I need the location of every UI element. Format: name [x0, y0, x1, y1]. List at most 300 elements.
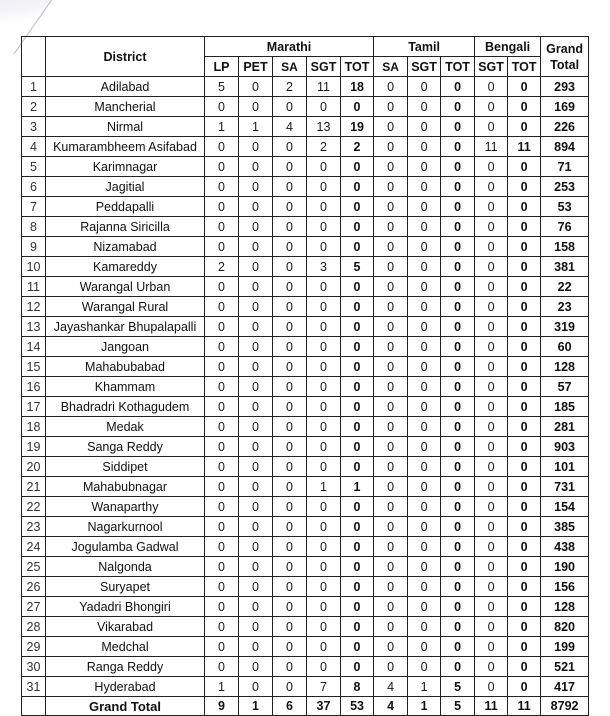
marathi-sa-cell: 0 [273, 577, 307, 597]
tamil-tot-cell: 0 [441, 397, 475, 417]
bengali-sgt-cell: 0 [475, 637, 508, 657]
tamil-tot-cell: 0 [441, 357, 475, 377]
marathi-tot-cell: 0 [341, 97, 374, 117]
grand-total-header-line2: Total [550, 57, 580, 72]
marathi-sgt-cell: 0 [307, 337, 341, 357]
row-serial: 26 [22, 577, 46, 597]
marathi-lp-cell: 0 [205, 577, 239, 597]
district-name: Mancherial [46, 97, 205, 117]
grand-total-cell: 185 [541, 397, 589, 417]
marathi-lp-cell: 0 [205, 537, 239, 557]
tamil-sgt-cell: 0 [408, 257, 441, 277]
bengali-sgt-cell: 0 [475, 557, 508, 577]
marathi-lp-cell: 0 [205, 657, 239, 677]
marathi-sa-cell: 0 [273, 237, 307, 257]
marathi-lp-cell: 0 [205, 277, 239, 297]
marathi-tot-cell: 19 [341, 117, 374, 137]
table-row [22, 517, 589, 537]
tamil-sgt-cell: 0 [408, 337, 441, 357]
district-name: Mahabubnagar [46, 477, 205, 497]
district-name: Siddipet [46, 457, 205, 477]
grand-total-cell: 23 [541, 297, 589, 317]
tamil-sgt-cell: 0 [408, 157, 441, 177]
grand-total-header [541, 37, 589, 77]
bengali-tot-cell: 0 [508, 97, 541, 117]
grand-total-cell: 731 [541, 477, 589, 497]
tamil-sgt-cell: 1 [408, 677, 441, 697]
marathi-sgt-cell: 0 [307, 597, 341, 617]
marathi-lp-cell: 0 [205, 357, 239, 377]
marathi-lp-cell: 0 [205, 377, 239, 397]
tamil-tot-cell: 0 [441, 157, 475, 177]
marathi-sgt-cell: 0 [307, 537, 341, 557]
marathi-tot-header: TOT [341, 57, 374, 77]
grand-total-cell: 156 [541, 577, 589, 597]
tamil-sa-cell: 0 [374, 277, 408, 297]
tamil-sa-cell: 0 [374, 617, 408, 637]
bengali-tot-cell: 0 [508, 537, 541, 557]
marathi-sa-cell: 0 [273, 337, 307, 357]
bengali-sgt-cell: 0 [475, 477, 508, 497]
tamil-tot-cell: 0 [441, 637, 475, 657]
marathi-pet-cell: 0 [239, 437, 273, 457]
table-row [22, 217, 589, 237]
district-name: Adilabad [46, 77, 205, 97]
row-serial: 20 [22, 457, 46, 477]
marathi-sgt-cell: 0 [307, 377, 341, 397]
bengali-sgt-cell: 0 [475, 257, 508, 277]
tamil-tot-cell: 0 [441, 617, 475, 637]
table-row [22, 477, 589, 497]
marathi-pet-cell: 0 [239, 197, 273, 217]
grand-total-cell: 158 [541, 237, 589, 257]
grand-total-cell: 903 [541, 437, 589, 457]
tamil-sa-cell: 0 [374, 637, 408, 657]
tamil-sgt-cell: 0 [408, 217, 441, 237]
table-row [22, 577, 589, 597]
tamil-tot-cell: 0 [441, 317, 475, 337]
bengali-tot-cell: 0 [508, 657, 541, 677]
marathi-sgt-cell: 0 [307, 197, 341, 217]
row-serial: 28 [22, 617, 46, 637]
tamil-sgt-cell: 0 [408, 657, 441, 677]
marathi-sa-cell: 0 [273, 137, 307, 157]
marathi-sgt-cell: 0 [307, 357, 341, 377]
marathi-tot-cell: 1 [341, 477, 374, 497]
marathi-lp-header: LP [205, 57, 239, 77]
marathi-pet-cell: 0 [239, 97, 273, 117]
bengali-sgt-cell: 0 [475, 457, 508, 477]
table-row [22, 357, 589, 377]
tamil-tot-cell: 0 [441, 537, 475, 557]
marathi-pet-cell: 0 [239, 357, 273, 377]
marathi-lp-cell: 0 [205, 617, 239, 637]
tamil-sgt-cell: 0 [408, 577, 441, 597]
row-serial: 29 [22, 637, 46, 657]
row-serial: 15 [22, 357, 46, 377]
tamil-sgt-cell: 0 [408, 637, 441, 657]
bengali-tot-cell: 0 [508, 157, 541, 177]
bengali-sgt-header: SGT [475, 57, 508, 77]
grand-total-cell: 253 [541, 177, 589, 197]
tamil-sa-cell: 0 [374, 137, 408, 157]
district-header: District [46, 37, 205, 77]
marathi-tot-cell: 0 [341, 557, 374, 577]
bengali-sgt-cell: 0 [475, 437, 508, 457]
row-serial: 13 [22, 317, 46, 337]
bengali-sgt-cell: 0 [475, 677, 508, 697]
tamil-sa-cell: 0 [374, 397, 408, 417]
marathi-sgt-cell: 0 [307, 557, 341, 577]
marathi-sa-cell: 0 [273, 177, 307, 197]
marathi-sgt-cell: 0 [307, 237, 341, 257]
marathi-sa-cell: 0 [273, 317, 307, 337]
tamil-sgt-cell: 0 [408, 377, 441, 397]
grand-total-cell: 128 [541, 357, 589, 377]
tamil-sa-header: SA [374, 57, 408, 77]
row-serial: 2 [22, 97, 46, 117]
tamil-sgt-cell: 0 [408, 477, 441, 497]
marathi-lp-cell: 0 [205, 477, 239, 497]
table-row [22, 437, 589, 457]
marathi-sa-cell: 0 [273, 437, 307, 457]
tamil-sa-cell: 0 [374, 657, 408, 677]
tamil-sa-cell: 0 [374, 337, 408, 357]
row-serial: 25 [22, 557, 46, 577]
row-serial: 7 [22, 197, 46, 217]
marathi-tot-cell: 0 [341, 157, 374, 177]
table-row [22, 677, 589, 697]
marathi-sgt-cell: 2 [307, 137, 341, 157]
marathi-pet-cell: 0 [239, 217, 273, 237]
district-name: Medchal [46, 637, 205, 657]
tamil-sgt-cell: 0 [408, 137, 441, 157]
tamil-sa-cell: 0 [374, 217, 408, 237]
marathi-sgt-header: SGT [307, 57, 341, 77]
tamil-sa-cell: 0 [374, 177, 408, 197]
row-serial: 4 [22, 137, 46, 157]
tamil-sa-cell: 0 [374, 377, 408, 397]
marathi-lp-cell: 0 [205, 517, 239, 537]
tamil-tot-cell: 0 [441, 137, 475, 157]
row-serial: 10 [22, 257, 46, 277]
bengali-sgt-cell: 0 [475, 617, 508, 637]
tamil-sa-cell: 0 [374, 117, 408, 137]
total-marathi-sa: 6 [273, 697, 307, 716]
tamil-sgt-cell: 0 [408, 97, 441, 117]
row-serial: 18 [22, 417, 46, 437]
bengali-tot-cell: 0 [508, 497, 541, 517]
marathi-lp-cell: 0 [205, 457, 239, 477]
marathi-sgt-cell: 13 [307, 117, 341, 137]
tamil-sa-cell: 0 [374, 237, 408, 257]
marathi-sa-cell: 0 [273, 297, 307, 317]
marathi-pet-cell: 0 [239, 677, 273, 697]
total-bengali-sgt: 11 [475, 697, 508, 716]
grand-total-cell: 293 [541, 77, 589, 97]
marathi-tot-cell: 0 [341, 457, 374, 477]
bengali-sgt-cell: 0 [475, 517, 508, 537]
marathi-sgt-cell: 0 [307, 397, 341, 417]
marathi-sa-cell: 0 [273, 617, 307, 637]
marathi-lp-cell: 0 [205, 297, 239, 317]
tamil-sa-cell: 0 [374, 417, 408, 437]
marathi-lp-cell: 0 [205, 157, 239, 177]
marathi-pet-cell: 0 [239, 177, 273, 197]
tamil-tot-cell: 0 [441, 457, 475, 477]
table-row [22, 257, 589, 277]
marathi-sa-cell: 0 [273, 637, 307, 657]
tamil-sa-cell: 0 [374, 197, 408, 217]
grand-total-cell: 71 [541, 157, 589, 177]
table-row [22, 277, 589, 297]
bengali-tot-cell: 0 [508, 117, 541, 137]
grand-total-cell: 76 [541, 217, 589, 237]
table-row [22, 417, 589, 437]
table-row [22, 317, 589, 337]
marathi-lp-cell: 0 [205, 217, 239, 237]
grand-total-cell: 281 [541, 417, 589, 437]
bengali-tot-cell: 0 [508, 597, 541, 617]
tamil-tot-cell: 0 [441, 577, 475, 597]
bengali-sgt-cell: 0 [475, 317, 508, 337]
bengali-sgt-cell: 0 [475, 217, 508, 237]
table-row [22, 177, 589, 197]
marathi-sgt-cell: 0 [307, 437, 341, 457]
marathi-tot-cell: 0 [341, 337, 374, 357]
district-name: Jagitial [46, 177, 205, 197]
marathi-tot-cell: 0 [341, 217, 374, 237]
marathi-tot-cell: 0 [341, 177, 374, 197]
tamil-sgt-header: SGT [408, 57, 441, 77]
tamil-sa-cell: 0 [374, 517, 408, 537]
row-serial: 9 [22, 237, 46, 257]
marathi-tot-cell: 0 [341, 637, 374, 657]
marathi-tot-cell: 0 [341, 537, 374, 557]
table-row [22, 537, 589, 557]
bengali-sgt-cell: 0 [475, 277, 508, 297]
grand-total-cell: 319 [541, 317, 589, 337]
table-row [22, 377, 589, 397]
district-name: Hyderabad [46, 677, 205, 697]
marathi-tot-cell: 0 [341, 237, 374, 257]
marathi-pet-cell: 0 [239, 537, 273, 557]
tamil-tot-cell: 0 [441, 117, 475, 137]
tamil-sgt-cell: 0 [408, 557, 441, 577]
marathi-sgt-cell: 0 [307, 317, 341, 337]
total-marathi-tot: 53 [341, 697, 374, 716]
row-serial: 1 [22, 77, 46, 97]
marathi-tot-cell: 0 [341, 417, 374, 437]
bengali-tot-cell: 0 [508, 557, 541, 577]
marathi-sgt-cell: 0 [307, 497, 341, 517]
bengali-tot-cell: 0 [508, 297, 541, 317]
tamil-sgt-cell: 0 [408, 617, 441, 637]
marathi-tot-cell: 0 [341, 197, 374, 217]
marathi-sgt-cell: 0 [307, 457, 341, 477]
marathi-lp-cell: 2 [205, 257, 239, 277]
bengali-tot-cell: 0 [508, 617, 541, 637]
grand-total-cell: 417 [541, 677, 589, 697]
tamil-tot-cell: 0 [441, 97, 475, 117]
bengali-sgt-cell: 0 [475, 237, 508, 257]
table-row [22, 237, 589, 257]
row-serial: 14 [22, 337, 46, 357]
table-row [22, 497, 589, 517]
marathi-tot-cell: 8 [341, 677, 374, 697]
marathi-sgt-cell: 1 [307, 477, 341, 497]
bengali-sgt-cell: 0 [475, 157, 508, 177]
marathi-lp-cell: 0 [205, 497, 239, 517]
marathi-sgt-cell: 0 [307, 657, 341, 677]
marathi-sa-cell: 0 [273, 457, 307, 477]
serial-header [22, 37, 46, 77]
tamil-sgt-cell: 0 [408, 197, 441, 217]
marathi-tot-cell: 0 [341, 437, 374, 457]
marathi-pet-cell: 0 [239, 597, 273, 617]
grand-total-header-line1: Grand [546, 41, 583, 56]
bengali-sgt-cell: 0 [475, 337, 508, 357]
bengali-tot-cell: 0 [508, 77, 541, 97]
grand-total-cell: 385 [541, 517, 589, 537]
tamil-sa-cell: 0 [374, 257, 408, 277]
row-serial: 31 [22, 677, 46, 697]
marathi-sgt-cell: 0 [307, 157, 341, 177]
bengali-tot-cell: 0 [508, 177, 541, 197]
marathi-sa-cell: 0 [273, 97, 307, 117]
marathi-sa-cell: 0 [273, 677, 307, 697]
table-row [22, 297, 589, 317]
district-name: Kumarambheem Asifabad [46, 137, 205, 157]
district-language-teacher-table [21, 36, 589, 716]
marathi-sa-cell: 0 [273, 197, 307, 217]
district-name: Warangal Urban [46, 277, 205, 297]
marathi-lp-cell: 0 [205, 417, 239, 437]
row-serial: 12 [22, 297, 46, 317]
bengali-sgt-cell: 0 [475, 537, 508, 557]
tamil-sgt-cell: 0 [408, 497, 441, 517]
bengali-sgt-cell: 0 [475, 357, 508, 377]
bengali-tot-cell: 0 [508, 457, 541, 477]
bengali-tot-cell: 0 [508, 477, 541, 497]
marathi-tot-cell: 0 [341, 617, 374, 637]
marathi-lp-cell: 0 [205, 237, 239, 257]
tamil-sgt-cell: 0 [408, 177, 441, 197]
table-row [22, 657, 589, 677]
row-serial: 5 [22, 157, 46, 177]
total-grand: 8792 [541, 697, 589, 716]
grand-total-cell: 199 [541, 637, 589, 657]
bengali-tot-cell: 0 [508, 257, 541, 277]
tamil-tot-cell: 0 [441, 197, 475, 217]
marathi-sa-cell: 0 [273, 657, 307, 677]
bengali-tot-cell: 0 [508, 397, 541, 417]
marathi-tot-cell: 0 [341, 657, 374, 677]
marathi-sgt-cell: 0 [307, 417, 341, 437]
tamil-tot-cell: 0 [441, 337, 475, 357]
table-row [22, 197, 589, 217]
bengali-sgt-cell: 11 [475, 137, 508, 157]
district-name: Mahabubabad [46, 357, 205, 377]
marathi-pet-cell: 0 [239, 417, 273, 437]
district-name: Sanga Reddy [46, 437, 205, 457]
tamil-tot-cell: 0 [441, 377, 475, 397]
bengali-tot-cell: 0 [508, 197, 541, 217]
bengali-sgt-cell: 0 [475, 177, 508, 197]
table-row [22, 337, 589, 357]
marathi-sgt-cell: 0 [307, 637, 341, 657]
district-name: Warangal Rural [46, 297, 205, 317]
marathi-tot-cell: 0 [341, 597, 374, 617]
marathi-pet-cell: 0 [239, 617, 273, 637]
tamil-tot-cell: 0 [441, 237, 475, 257]
row-serial: 17 [22, 397, 46, 417]
district-name: Kamareddy [46, 257, 205, 277]
marathi-pet-cell: 0 [239, 137, 273, 157]
marathi-tot-cell: 0 [341, 517, 374, 537]
marathi-sgt-cell: 0 [307, 617, 341, 637]
bengali-sgt-cell: 0 [475, 197, 508, 217]
bengali-tot-cell: 0 [508, 357, 541, 377]
tamil-sa-cell: 4 [374, 677, 408, 697]
bengali-sgt-cell: 0 [475, 117, 508, 137]
marathi-lp-cell: 1 [205, 677, 239, 697]
bengali-tot-cell: 0 [508, 277, 541, 297]
total-marathi-sgt: 37 [307, 697, 341, 716]
bengali-sgt-cell: 0 [475, 417, 508, 437]
row-serial: 30 [22, 657, 46, 677]
tamil-sa-cell: 0 [374, 557, 408, 577]
grand-total-cell: 128 [541, 597, 589, 617]
tamil-sgt-cell: 0 [408, 417, 441, 437]
marathi-tot-cell: 0 [341, 297, 374, 317]
marathi-sgt-cell: 7 [307, 677, 341, 697]
tamil-tot-cell: 0 [441, 257, 475, 277]
grand-total-cell: 53 [541, 197, 589, 217]
marathi-sa-cell: 0 [273, 517, 307, 537]
marathi-sgt-cell: 0 [307, 217, 341, 237]
tamil-tot-cell: 0 [441, 217, 475, 237]
bengali-sgt-cell: 0 [475, 297, 508, 317]
marathi-sa-cell: 0 [273, 397, 307, 417]
district-name: Peddapalli [46, 197, 205, 217]
marathi-tot-cell: 0 [341, 277, 374, 297]
bengali-tot-cell: 0 [508, 317, 541, 337]
tamil-sa-cell: 0 [374, 297, 408, 317]
tamil-sa-cell: 0 [374, 457, 408, 477]
marathi-pet-cell: 0 [239, 297, 273, 317]
tamil-sgt-cell: 0 [408, 397, 441, 417]
table-row [22, 557, 589, 577]
bengali-tot-cell: 0 [508, 217, 541, 237]
bengali-sgt-cell: 0 [475, 497, 508, 517]
district-name: Jogulamba Gadwal [46, 537, 205, 557]
marathi-pet-cell: 0 [239, 477, 273, 497]
marathi-sa-cell: 0 [273, 477, 307, 497]
tamil-sa-cell: 0 [374, 157, 408, 177]
district-name: Suryapet [46, 577, 205, 597]
bengali-sgt-cell: 0 [475, 397, 508, 417]
total-marathi-lp: 9 [205, 697, 239, 716]
tamil-sa-cell: 0 [374, 357, 408, 377]
grand-total-cell: 521 [541, 657, 589, 677]
grand-total-cell: 57 [541, 377, 589, 397]
marathi-pet-cell: 0 [239, 577, 273, 597]
marathi-pet-cell: 0 [239, 637, 273, 657]
bengali-tot-cell: 0 [508, 677, 541, 697]
grand-total-cell: 438 [541, 537, 589, 557]
marathi-sa-cell: 0 [273, 417, 307, 437]
